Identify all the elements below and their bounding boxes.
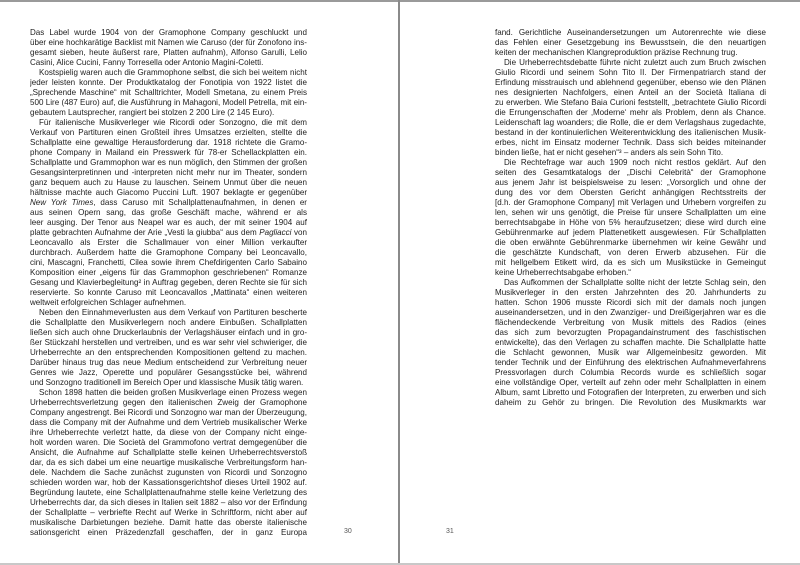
text-segment: das sich zum bevorzugten Propagandainstrument des faschistischen — [495, 328, 766, 337]
text-line — [495, 258, 766, 268]
text-segment: durchbrach. Außerdem hatte die Gramophone Company bei Leoncavallo, — [30, 248, 307, 257]
text-line — [30, 488, 307, 498]
text-segment: dung des vor dem Obersten Gericht anhängigen Rechtsstreits der — [495, 188, 766, 197]
text-segment: über eine hochkarätige Backlist mit Namen wie Caruso (der für Zonofono ins- — [30, 38, 307, 47]
text-segment: Company angestrengt. Bei Ricordi und Sonzogno war man der Überzeugung, — [30, 408, 307, 417]
text-segment: gesamt sieben, heute äußerst rare, Platten aufnahm), Alfonso Garulli, Lelio — [30, 48, 307, 57]
text-line — [30, 88, 307, 98]
paragraph — [30, 28, 307, 68]
text-segment: Das Label wurde 1904 von der Gramophone Company geschluckt und — [30, 28, 307, 37]
text-segment: tender Technik und der Einführung des elektrischen Aufnahmeverfahrens — [495, 358, 766, 367]
text-line — [30, 408, 307, 418]
text-line — [30, 248, 307, 258]
page-gutter-divider — [398, 0, 400, 565]
text-line — [30, 178, 307, 188]
text-segment: Schon 1898 hatten die beiden großen Musikverlage einen Prozess wegen — [39, 388, 307, 397]
text-segment: holt worden waren. Die Società del Grammofono vertrat demgegenüber die — [30, 438, 307, 447]
text-line — [30, 418, 307, 428]
text-line — [30, 238, 307, 248]
text-line — [30, 388, 307, 398]
text-line — [30, 468, 307, 478]
text-segment: cini, Mascagni, Franchetti, Cilea sowie ihrem Chefdirigenten Carlo Sabaino — [30, 258, 307, 267]
text-segment: 500 Lire (487 Euro) auf, die Ausführung in Mahagoni, Modell Petrella, mit ein- — [30, 98, 307, 107]
text-line — [30, 328, 307, 338]
text-segment: Leoncavallo als Erster die Schallmauer von einer Million verkaufter — [30, 238, 307, 247]
text-segment: Gesangsinterpretinnen und -interpreten nicht mehr nur im Theater, sondern — [30, 168, 307, 177]
text-line — [30, 128, 307, 138]
text-line — [30, 148, 307, 158]
text-segment: Begründung lautete, eine Schallplattenaufnahme stelle keine Verletzung des — [30, 488, 307, 497]
text-line — [495, 48, 766, 58]
text-line — [495, 288, 766, 298]
text-segment: Neben den Einnahmeverlusten aus dem Verkauf von Partituren bescherte — [39, 308, 307, 317]
text-line — [495, 118, 766, 128]
text-segment: die Schallplatte den Musikverlegern noch andere Einbußen. Schallplatten — [30, 318, 307, 327]
text-segment: die geschätzte Kundschaft, von deren Erwerb abzusehen. Für die — [495, 248, 766, 257]
text-segment: keiten der mechanischen Klangreproduktion präzise Rechnung trug. — [495, 48, 738, 57]
text-segment: Pressvorlagen durch Columbia Records wurde es schließlich sogar — [495, 368, 766, 377]
text-line — [495, 238, 766, 248]
text-segment: Darüber hinaus trug das neue Medium entscheidend zur Verbreitung neuer — [30, 358, 307, 367]
text-line — [30, 158, 307, 168]
text-segment: reservierte. So konnte Caruso mit Leoncavallos „Mattinata“ einen weiteren — [30, 288, 307, 297]
text-segment: Schallplatte eine gewaltige Herausforderung dar. 1918 richtete die Gramo- — [30, 138, 307, 147]
italic-title: New York Times — [30, 198, 94, 207]
text-line — [30, 68, 307, 78]
text-line — [495, 308, 766, 318]
text-segment: Erfindung misstrauisch und ablehnend gegenüber, ebenso wie den Plänen — [495, 78, 766, 87]
text-segment: bestand in der kontinuierlichen Weiterentwicklung des italienischen Musik- — [495, 128, 766, 137]
text-line — [495, 268, 766, 278]
text-segment: dele. Nachdem die Sache zunächst zugunsten von Ricordi und Sonzogno — [30, 468, 307, 477]
text-line — [495, 188, 766, 198]
text-segment: Verkauf von Partituren einen Großteil ihres Umsatzes erzielten, stellte die — [30, 128, 307, 137]
paragraph — [495, 278, 766, 408]
text-line — [30, 318, 307, 328]
text-line — [495, 328, 766, 338]
text-line — [30, 228, 307, 238]
text-line — [30, 48, 307, 58]
text-line — [495, 138, 766, 148]
text-line — [495, 368, 766, 378]
text-line — [30, 428, 307, 438]
text-segment: flächendeckende Verbreitung von Musik mittels des Radios (eines — [495, 318, 766, 327]
text-line — [30, 358, 307, 368]
text-line — [30, 518, 307, 528]
text-line — [495, 88, 766, 98]
paragraph — [30, 388, 307, 538]
text-segment: ganz bequem auch zu Hause zu lauschen. Seinem Unmut über die neuen — [30, 178, 307, 187]
text-line — [495, 298, 766, 308]
text-line — [30, 438, 307, 448]
text-line — [495, 98, 766, 108]
text-line — [30, 108, 307, 118]
right-page-body — [495, 28, 766, 408]
text-segment: daheim zu Gehör zu bringen. Die Revolution des Musikmarkts war — [495, 398, 766, 407]
text-line — [30, 478, 307, 488]
text-line — [30, 188, 307, 198]
text-line — [30, 268, 307, 278]
text-line — [30, 348, 307, 358]
text-line — [30, 448, 307, 458]
text-line — [30, 28, 307, 38]
paragraph — [30, 118, 307, 308]
text-segment: Die Urheberrechtsdebatte führte nicht zuletzt auch zum Bruch zwischen — [504, 58, 766, 67]
text-line — [495, 208, 766, 218]
viewer-top-border — [0, 0, 800, 2]
text-segment: leer ausging. Der Tenor aus Neapel war es auch, der mit seiner 1904 auf — [30, 218, 307, 227]
text-segment: , dass Caruso mit Schallplattenaufnahmen, in denen er — [93, 198, 307, 207]
text-segment: ihre Urheberrechte verletzt hatte, da diese von der Company nicht einge- — [30, 428, 307, 437]
text-line — [495, 178, 766, 188]
text-line — [30, 308, 307, 318]
text-segment: [d.h. der Gramophone Company] mit Verlagen und Urhebern vorgreifen zu — [495, 198, 766, 207]
text-line — [495, 338, 766, 348]
text-line — [30, 218, 307, 228]
text-line — [495, 358, 766, 368]
text-line — [30, 378, 307, 388]
text-segment: Schallplatte und Grammophon war es nun möglich, den Stimmen der großen — [30, 158, 307, 167]
text-line — [30, 278, 307, 288]
text-line — [495, 318, 766, 328]
text-line — [495, 218, 766, 228]
text-line — [495, 158, 766, 168]
text-segment: sationsgericht einen Präzedenzfall geschaffen, der in ganz Europa — [30, 528, 307, 537]
text-line — [495, 168, 766, 178]
text-segment: Urheberrechts dar, da sich dieses in Italien seit 1882 – also vor der Erfindung — [30, 498, 307, 507]
text-line — [30, 138, 307, 148]
text-line — [30, 368, 307, 378]
text-segment: platte gebrachten Aufnahme der Arie „Vesti la giubba“ aus dem — [30, 228, 260, 237]
paragraph — [30, 68, 307, 118]
text-segment: zu erwerben. Wie Stefano Baia Curioni feststellt, „betrachtete Giulio Ricordi — [495, 98, 766, 107]
text-line — [495, 198, 766, 208]
text-line — [495, 248, 766, 258]
text-line — [30, 198, 307, 208]
text-segment: eine vollständige Oper, verteilt auf zehn oder mehr Schallplatten in einem — [495, 378, 766, 387]
italic-title: Pagliacci — [259, 228, 292, 237]
text-segment: Giulio Ricordi und seinem Sohn Tito II. Der Firmenpatriarch stand der — [495, 68, 766, 77]
text-segment: Kostspielig waren auch die Grammophone selbst, die sich bei weitem nicht — [39, 68, 307, 77]
text-line — [30, 398, 307, 408]
text-segment: berrechtsabgabe in Höhe von 5% heraufzusetzen; diese wird durch eine — [495, 218, 766, 227]
text-segment: die oben erwähnte Gebührenmarke übernehmen wir keine Gewähr und — [495, 238, 766, 247]
text-segment: keine Urheberrechtsabgabe erhoben.“ — [495, 268, 631, 277]
text-line — [495, 28, 766, 38]
text-line — [495, 388, 766, 398]
text-segment: Gesang und Klavierbegleitung² in Auftrag gegeben, deren Rechte sie für sich — [30, 278, 307, 287]
text-segment: Leidenschaft lag woanders; die Rolle, die er dem Verlagshaus zugedachte, — [495, 118, 766, 127]
text-segment: fand. Gerichtliche Auseinandersetzungen um Autorenrechte wie diese — [495, 28, 766, 37]
text-line — [495, 68, 766, 78]
text-segment: ßer Stückzahl herstellen und vertreiben, und es war sehr viel schwieriger, die — [30, 338, 307, 347]
text-segment: weltweit erfolgreichen Schlager aufnehmen. — [30, 298, 187, 307]
text-segment: Gebührenmarke auf jedem Plattenetikett ausgewiesen. Für Schallplatten — [495, 228, 766, 237]
text-segment: entwickelte), das den Verlagen zu schaffen machte. Die Schallplatte hatte — [495, 338, 766, 347]
text-segment: aus jenem Jahr ist beispielsweise zu lesen: „Vorsorglich und ohne der — [495, 178, 766, 187]
text-line — [495, 108, 766, 118]
text-segment: Urheberrechtsverletzung gegen den italienischen Zweig der Gramophone — [30, 398, 307, 407]
text-line — [495, 378, 766, 388]
text-segment: seiten des Gesamtkatalogs der „Dischi Celebrità“ der Gramophone — [495, 168, 766, 177]
text-line — [495, 228, 766, 238]
text-segment: erbes, nicht im Einsatz moderner Technik. Dass sich beides miteinander — [495, 138, 766, 147]
text-line — [30, 288, 307, 298]
text-line — [30, 458, 307, 468]
text-line — [495, 58, 766, 68]
paragraph — [495, 158, 766, 278]
text-segment: Das Aufkommen der Schallplatte sollte nicht der letzte Schlag sein, den — [504, 278, 766, 287]
text-line — [30, 38, 307, 48]
text-line — [30, 168, 307, 178]
text-line — [495, 348, 766, 358]
text-line — [30, 118, 307, 128]
text-line — [495, 398, 766, 408]
text-segment: Ansicht, die Aufnahme auf Schallplatte stelle keinen Urheberrechtsverstoß — [30, 448, 307, 457]
page-number-right: 31 — [446, 528, 454, 535]
left-page-body — [30, 28, 307, 538]
text-line — [30, 58, 307, 68]
text-line — [495, 278, 766, 288]
text-line — [30, 208, 307, 218]
text-segment: Album, samt Libretto und Fotografien der Interpreten, zu erwerben und sich — [495, 388, 766, 397]
paragraph — [495, 58, 766, 158]
text-line — [495, 78, 766, 88]
text-segment: „Sprechende Maschine“ mit Schalltrichter, Modell Smetana, zu einem Preis — [30, 88, 307, 97]
text-segment: schieden worden war, hob der Kassationsgerichtshof dieses Urteil 1902 auf. — [30, 478, 307, 487]
text-segment: len, sehen wir uns genötigt, die Preise für unsere Schallplatten um eine — [495, 208, 766, 217]
text-segment: mit hellgelbem Etikett wird, da es sich um Musikstücke in Gemeingut — [495, 258, 766, 267]
text-segment: die Errungenschaften der ‚Moderne‘ mehr als Problem, denn als Chance. — [495, 108, 766, 117]
text-segment: Musikverleger in den ersten Jahrzehnten des 20. Jahrhunderts zu — [495, 288, 766, 297]
text-line — [495, 128, 766, 138]
paragraph — [495, 28, 766, 58]
text-line — [30, 78, 307, 88]
text-segment: hältnisse machte auch Giacomo Puccini Luft. 1907 beklagte er gegenüber — [30, 188, 307, 197]
text-line — [30, 298, 307, 308]
text-segment: dar, da es sich dabei um eine neuartige musikalische Verbreitungsform han- — [30, 458, 307, 467]
text-segment: auseinandersetzen, und in den Zwanziger- und Dreißigerjahren war es die — [495, 308, 766, 317]
text-segment: aus seinen Opern sang, das große Geschäft mache, während er als — [30, 208, 307, 217]
paragraph — [30, 308, 307, 388]
text-segment: Urheberrechte an den entsprechenden Kompositionen geltend zu machen. — [30, 348, 307, 357]
text-segment: Genres wie Jazz, Operette und populärer Gesangsstücke bei, während — [30, 368, 307, 377]
text-segment: dass die Company mit der Aufnahme und dem Vertrieb musikalischer Werke — [30, 418, 307, 427]
text-segment: der Schallplatte – verbriefte Recht auf Werke in Schriftform, nicht aber auf — [30, 508, 307, 517]
text-segment: jeder leisten konnte. Der Produktkatalog der Fonotipia von 1922 listet die — [30, 78, 307, 87]
text-line — [30, 508, 307, 518]
text-line — [30, 258, 307, 268]
page-number-left: 30 — [344, 528, 352, 535]
text-line — [30, 338, 307, 348]
text-segment: die Schlacht gewonnen, Musik war Allgemeinbesitz geworden. Mit — [495, 348, 766, 357]
text-segment: phone Company in Mailand ein Presswerk für 78-er Schellackplatten ein. — [30, 148, 307, 157]
text-segment: musikalische Darbietungen beziehe. Damit hatte das oberste italienische — [30, 518, 307, 527]
text-segment: das Fehlen einer Gesetzgebung ins Bewusstsein, die den neuartigen — [495, 38, 766, 47]
text-segment: binden ließe, hat er nicht gesehen“³ – anders als sein Sohn Tito. — [495, 148, 724, 157]
text-segment: gebautem Lautsprecher, rangiert bei stolzen 2 200 Lire (2 145 Euro). — [30, 108, 275, 117]
text-line — [30, 498, 307, 508]
text-line — [30, 528, 307, 538]
text-segment: Die Rechtefrage war auch 1909 noch nicht restlos geklärt. Auf den — [504, 158, 766, 167]
text-line — [495, 148, 766, 158]
text-segment: und Sonzogno traditionell im Bereich Oper und klassische Musik tätig waren. — [30, 378, 304, 387]
text-line — [495, 38, 766, 48]
text-segment: von — [291, 228, 307, 237]
text-segment: Casini, Alice Cucini, Fanny Torresella oder Antonio Magini-Coletti. — [30, 58, 264, 67]
text-segment: ließen sich auch ohne Druckerlaubnis der Verlagshäuser einfach und in gro- — [30, 328, 307, 337]
text-segment: nes designierten Nachfolgers, einen Anteil an der Società Italiana di — [495, 88, 766, 97]
text-segment: Für italienische Musikverleger wie Ricordi oder Sonzogno, die mit dem — [39, 118, 307, 127]
text-segment: hatten. Schon 1906 musste Ricordi sich mit der damals noch jungen — [495, 298, 766, 307]
text-segment: Komposition einer „eigens für das Grammophon geschriebenen“ Romanze — [30, 268, 307, 277]
text-line — [30, 98, 307, 108]
